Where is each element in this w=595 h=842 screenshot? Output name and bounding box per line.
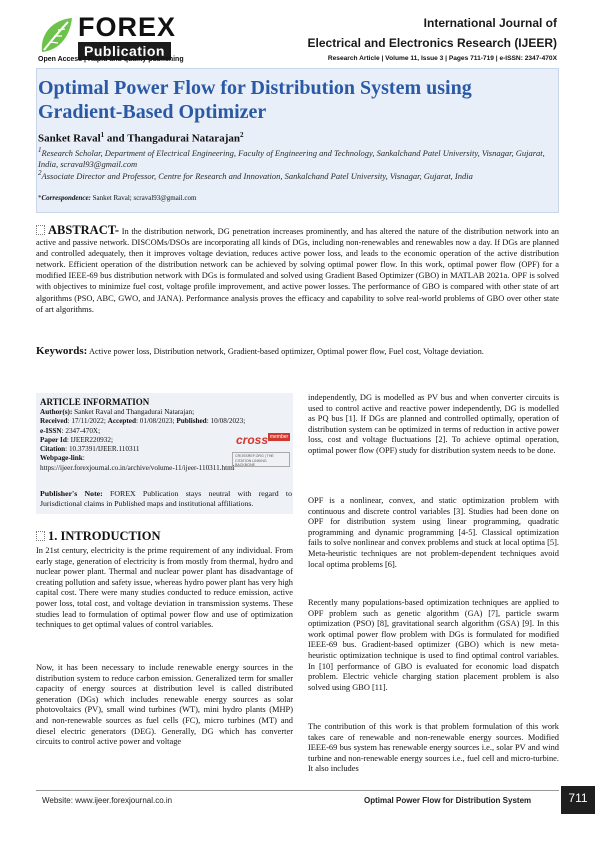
info-url-link[interactable]: https://ijeer.forexjournal.co.in/archive/volume-11/ijeer-110311.html: [40, 463, 235, 472]
publisher-note-label: Publisher's Note:: [40, 489, 103, 498]
info-citation-label: Citation: [40, 445, 66, 454]
author-list: [38, 131, 243, 145]
info-webpage-label: Webpage-link: [40, 454, 83, 463]
article-meta-line: Research Article | Volume 11, Issue 3 | Pages 711-719 | e-ISSN: 2347-470X: [327, 55, 557, 62]
introduction-heading-text: 1. INTRODUCTION: [48, 529, 161, 543]
info-authors: [40, 408, 258, 417]
abstract-text: In the distribution network, DG penetration increases prominently, and has altered the nature of the distribution network into an active and passive network. DISCOMs/DSOs are incorporating all kinds of DGs, including non-renewables and renewables now a day. If DGs are planned and controlled adequately, then it improves voltage deviation, reduces active power loss, and leads to the economic operation of the active distribution network. Efficient operation of the distribution network can be achieved by solving optimal power flow. In this work, optimal power flow (OPF) for a modified IEEE-69 bus distribution network with DGs is formulated and solved using Gradient Based Optimizer (GBO) in MATLAB 2021a. OPF is solved with objectives to minimize fuel cost, voltage profile improvement, and active power losses. The performance of GBO is compared with other state of art algorithms (PSO, ABC, GWO, and JANA). Performance analysis proves the efficacy and capability to solve real-world problems of GBO over other state of art algorithms.: [36, 227, 559, 314]
tagline: Open Access | Rapid and quality publishing: [38, 56, 184, 63]
info-eissn: [40, 427, 258, 436]
info-citation: [40, 445, 258, 454]
section-square-icon: [36, 225, 45, 235]
correspondence-label: Correspondence:: [41, 194, 91, 202]
keywords: [36, 346, 559, 357]
info-received-label: Received: [40, 417, 68, 426]
affiliation-1: [38, 145, 558, 170]
publisher-logo: [38, 14, 208, 58]
keywords-heading: Keywords:: [36, 345, 88, 357]
affiliation-2-text: Associate Director and Professor, Centre for Research and Innovation, Sankalchand Patel University, Visnagar, Gujarat, India: [41, 170, 473, 181]
info-webpage-value: :: [82, 454, 85, 463]
publisher-note-text: FOREX Publication stays neutral with regard to Jurisdictional claims in Published maps and institutional affiliations.: [40, 489, 292, 508]
correspondence-text: Sanket Raval; scraval93@gmail.com: [90, 194, 197, 202]
journal-line-2: Electrical and Electronics Research (IJEER): [307, 36, 557, 50]
author-1: Sanket Raval: [38, 132, 101, 145]
intro-paragraph-2: Now, it has been necessary to include renewable energy sources in the distribution system to reduce carbon emission. Generalized term for smaller capacity of energy sources at distribution level is called distributed generation (DGs) which includes renewable energy sources as solar photovoltaics (PV), small wind turbines (WT), mini hydro plants (MHP) and non-renewable sources as fuel cells (FC), micro turbines (MT) and diesel electric generators (DEG). Generally, DG which has converter circuits to control active power and voltage: [36, 663, 293, 747]
section-heading-introduction: [36, 529, 161, 544]
abstract: [36, 225, 559, 315]
intro-paragraph-5: Recently many populations-based optimization techniques are applied to OPF problem such as genetic algorithm (GA) [7], particle swarm optimization (PSO) [8], gravitational search algorithm (GSA) [9]. In this work optimal power flow problem with DGs is formulated for modified IEEE-69 bus. Gradient-based optimizer (GBO) which is new meta-heuristic optimization technique is used to find optimal control variables. In [10] performance of GBO is evaluated for economic load dispatch problem. Electric vehicle charging station placement problem is also solved using GBO [11].: [308, 598, 559, 692]
author-2: Thangadurai Natarajan: [127, 132, 240, 145]
info-authors-label: Author(s):: [40, 408, 73, 416]
info-citation-value: : 10.37391/IJEER.110311: [65, 445, 140, 454]
correspondence: *Correspondence: Sanket Raval; scraval93@gmail.com: [38, 194, 197, 202]
info-paperid-value: : IJEER220932;: [66, 435, 113, 444]
journal-line-1: International Journal of: [423, 16, 557, 30]
crossref-logo-icon: cross: [236, 433, 269, 447]
info-paperid: [40, 436, 258, 445]
abstract-heading: ABSTRACT-: [48, 223, 120, 237]
page-number: 711: [561, 786, 595, 814]
journal-name: [308, 16, 557, 52]
footer-running-title: Optimal Power Flow for Distribution System: [364, 796, 532, 805]
intro-paragraph-3: independently, DG is modelled as PV bus and when converter circuits is used to control active and reactive power independently, DG is modelled as PQ bus [1]. If DGs are planned and controlled optimally, operation of distribution system can be optimized in terms of reduction in active power loss, cost and voltage fluctuations [2]. To achieve optimal operation, optimal power flow (OPF) study for distribution system needs to be done.: [308, 393, 559, 455]
crossref-bar: CROSSREF.ORG | THE CITATION LINKING BACKBONE: [232, 452, 290, 467]
logo-subtitle: Publication: [78, 42, 171, 60]
info-authors-value: Sanket Raval and Thangadurai Natarajan;: [72, 408, 195, 416]
intro-paragraph-4: OPF is a nonlinear, convex, and static optimization problem with continuous and discrete control variables [3]. Studies had been done on OPF for distribution system using linear programming, quadratic programming and dynamic programming [4-5]. Classical optimization fails to solve nonlinear and convex problems and stuck at local optima [5]. Meta-heuristic techniques are not problem-dependent techniques avoid local optima problems [6].: [308, 496, 559, 569]
affiliation-1-text: Research Scholar, Department of Electrical Engineering, Faculty of Engineering and Technology, Sankalchand Patel University, Visnagar, Gujarat, India, scraval93@gmail.com: [38, 147, 545, 169]
leaf-logo-icon: [38, 16, 74, 56]
footer-divider: [36, 790, 559, 791]
affiliation-1-sup: 1: [38, 146, 42, 154]
article-info-lines: [40, 408, 258, 473]
author-1-sup: 1: [100, 131, 105, 139]
author-2-sup: 2: [239, 131, 244, 139]
info-published-label: Published: [176, 417, 207, 426]
publisher-note: [40, 489, 292, 509]
affiliation-2: [38, 168, 558, 182]
author-conjunction: and: [104, 132, 128, 145]
paper-title: Optimal Power Flow for Distribution System using Gradient-Based Optimizer: [38, 77, 472, 123]
info-accepted-value: : 01/08/2023;: [135, 417, 177, 426]
logo-word: FOREX: [78, 12, 177, 42]
crossref-badge[interactable]: [232, 431, 290, 467]
info-eissn-value: : 2347-470X;: [61, 426, 101, 435]
info-accepted-label: Accepted: [107, 417, 136, 426]
info-webpage: [40, 454, 258, 463]
crossref-member-tag: member: [269, 434, 289, 440]
crossref-top: [232, 431, 290, 447]
info-paperid-label: Paper Id: [40, 435, 67, 444]
article-info-heading: ARTICLE INFORMATION: [40, 397, 150, 407]
footer-website[interactable]: Website: www.ijeer.forexjournal.co.in: [42, 796, 173, 805]
info-received-value: : 17/11/2022;: [67, 417, 108, 426]
intro-paragraph-1: In 21st century, electricity is the prime requirement of any individual. From early stage, generation of electricity is from mostly from thermal, hydro and nuclear power plant. Thermal and nuclear power plant has disadvantage of creating pollution and safety issue, whereas hydro power plant has very high capital cost. There were many studies conducted to reduce emission, active power loss, total cost, and voltage deviation in transmission systems. These studies lead to formulation of optimal power flow and use of optimization techniques to get optimal values of control variables.: [36, 546, 293, 630]
info-dates: [40, 417, 258, 426]
section-square-icon: [36, 531, 45, 541]
info-published-value: : 10/08/2023;: [206, 417, 246, 426]
intro-paragraph-6: The contribution of this work is that problem formulation of this work takes care of renewable and non-renewable energy sources. Modified IEEE-69 bus system has renewable energy sources i.e., solar PV and wind turbine and non-renewable energy sources i.e., fuel cell and micro-turbine. It also includes: [308, 722, 559, 774]
info-eissn-label: e-ISSN: [40, 426, 62, 435]
keywords-text: Active power loss, Distribution network, Gradient-based optimizer, Optimal power flow, Fuel cost, Voltage deviation.: [87, 347, 484, 356]
affiliation-2-sup: 2: [38, 169, 42, 177]
